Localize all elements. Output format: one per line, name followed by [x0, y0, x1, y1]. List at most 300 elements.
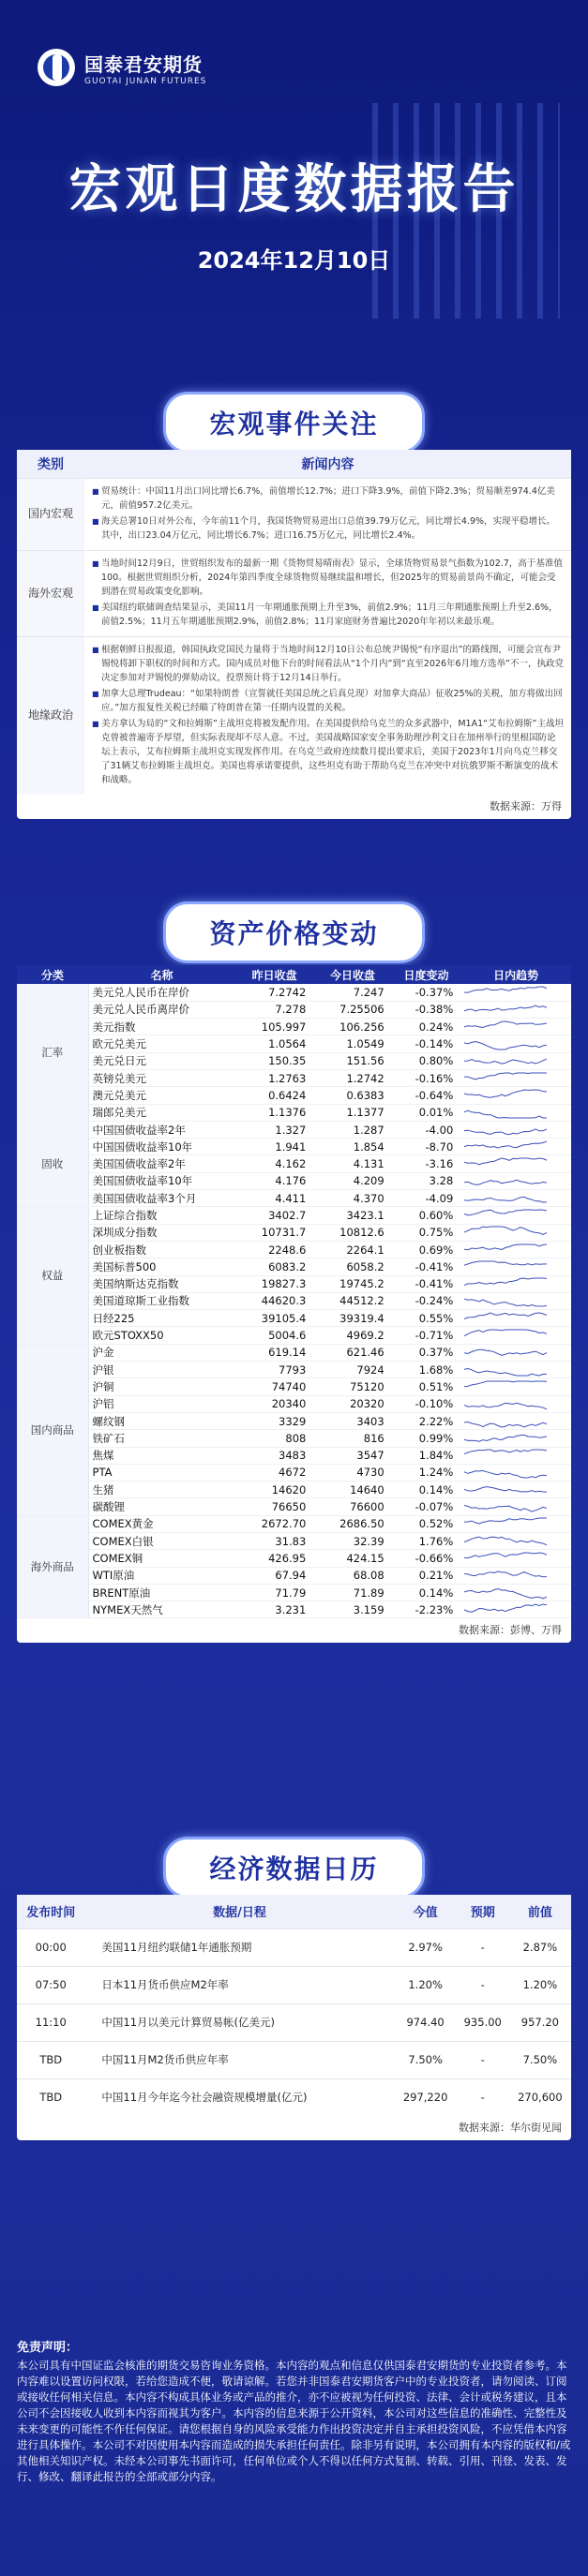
intraday-trend-sparkline — [460, 1139, 571, 1155]
asset-row — [17, 1104, 571, 1121]
macro-events-card — [17, 450, 571, 819]
econ-event: 中国11月M2货币供应年率 — [84, 2041, 394, 2078]
asset-daily-change: -0.24% — [392, 1292, 461, 1309]
data-source: 数据来源：彭博、万得 — [459, 1624, 562, 1637]
asset-prev-close: 1.0564 — [235, 1035, 313, 1052]
asset-today-close: 424.15 — [313, 1550, 391, 1567]
asset-name: 英镑兑美元 — [88, 1069, 235, 1086]
asset-prev-close: 1.2763 — [235, 1069, 313, 1086]
asset-name: 碳酸锂 — [88, 1498, 235, 1515]
asset-daily-change: -0.14% — [392, 1035, 461, 1052]
asset-prev-close: 2248.6 — [235, 1241, 313, 1258]
asset-daily-change: 0.75% — [392, 1224, 461, 1241]
data-source: 数据来源：华尔街见闻 — [459, 2122, 562, 2134]
brand-logo-icon — [38, 49, 75, 86]
intraday-trend-sparkline — [460, 1327, 571, 1344]
asset-prev-close: 4672 — [235, 1464, 313, 1481]
asset-today-close: 4.131 — [313, 1155, 391, 1172]
asset-group-label: 权益 — [17, 1207, 88, 1344]
asset-today-close: 7.247 — [313, 984, 391, 1001]
asset-row — [17, 1087, 571, 1104]
asset-daily-change: -3.16 — [392, 1155, 461, 1172]
news-category: 海外宏观 — [17, 550, 84, 636]
intraday-trend-sparkline — [460, 1550, 571, 1567]
news-item: ■ 贸易统计：中国11月出口同比增长6.7%，前值增长12.7%；进口下降3.9%，前值下降2.3%；贸易顺差974.4亿美元，前值957.2亿美元。 — [92, 484, 564, 513]
asset-prev-close: 10731.7 — [235, 1224, 313, 1241]
asset-row — [17, 1482, 571, 1498]
hero-banner — [0, 0, 588, 349]
intraday-trend-sparkline — [460, 1310, 571, 1327]
econ-actual: 1.20% — [395, 1966, 457, 2003]
asset-daily-change: 0.60% — [392, 1207, 461, 1224]
asset-prev-close: 3329 — [235, 1412, 313, 1429]
asset-row — [17, 1550, 571, 1567]
asset-daily-change: 1.68% — [392, 1362, 461, 1378]
asset-col-header: 昨日收盘 — [235, 965, 313, 984]
asset-name: 螺纹钢 — [88, 1412, 235, 1429]
asset-name: 沪铝 — [88, 1395, 235, 1412]
news-content — [84, 478, 571, 550]
asset-daily-change: -0.71% — [392, 1327, 461, 1344]
asset-daily-change: 0.14% — [392, 1584, 461, 1601]
asset-prev-close: 808 — [235, 1430, 313, 1447]
news-category: 国内宏观 — [17, 478, 84, 550]
asset-today-close: 7.25506 — [313, 1001, 391, 1018]
asset-prev-close: 619.14 — [235, 1344, 313, 1361]
news-content — [84, 636, 571, 795]
asset-row — [17, 984, 571, 1001]
asset-daily-change: 3.28 — [392, 1172, 461, 1189]
data-source: 数据来源：万得 — [490, 799, 562, 812]
asset-prev-close: 71.79 — [235, 1584, 313, 1601]
econ-actual: 2.97% — [395, 1928, 457, 1966]
asset-group-label: 固收 — [17, 1121, 88, 1206]
asset-prev-close: 4.162 — [235, 1155, 313, 1172]
asset-row — [17, 1395, 571, 1412]
asset-today-close: 3547 — [313, 1447, 391, 1464]
econ-time: 11:10 — [17, 2003, 84, 2041]
asset-today-close: 76600 — [313, 1498, 391, 1515]
asset-prev-close: 5004.6 — [235, 1327, 313, 1344]
intraday-trend-sparkline — [460, 1224, 571, 1241]
econ-actual: 7.50% — [395, 2041, 457, 2078]
asset-today-close: 2686.50 — [313, 1515, 391, 1532]
intraday-trend-sparkline — [460, 1584, 571, 1601]
econ-row — [17, 2003, 571, 2041]
asset-name: 生猪 — [88, 1482, 235, 1498]
asset-row — [17, 1430, 571, 1447]
brand-name-cn: 国泰君安期货 — [84, 52, 203, 76]
asset-row — [17, 1533, 571, 1550]
intraday-trend-sparkline — [460, 1190, 571, 1207]
asset-daily-change: -0.16% — [392, 1069, 461, 1086]
econ-col-header: 预期 — [457, 1895, 509, 1928]
news-row — [17, 550, 571, 636]
intraday-trend-sparkline — [460, 1567, 571, 1584]
asset-daily-change: -0.64% — [392, 1087, 461, 1104]
intraday-trend-sparkline — [460, 1362, 571, 1378]
brand-name-en: GUOTAI JUNAN FUTURES — [84, 76, 207, 86]
intraday-trend-sparkline — [460, 1035, 571, 1052]
asset-col-header: 日内趋势 — [460, 965, 571, 984]
asset-prev-close: 150.35 — [235, 1052, 313, 1069]
asset-daily-change: 0.99% — [392, 1430, 461, 1447]
asset-daily-change: 0.14% — [392, 1482, 461, 1498]
asset-daily-change: -0.10% — [392, 1395, 461, 1412]
section-header-asset-prices — [0, 901, 588, 963]
intraday-trend-sparkline — [460, 1019, 571, 1035]
report-title: 宏观日度数据报告 — [68, 159, 520, 220]
news-item: ■ 海关总署10日对外公布，今年前11个月，我国货物贸易进出口总值39.79万亿元，同比增长4.9%，实现平稳增长。其中，出口23.04万亿元，同比增长6.7%；进口16.75万亿元，同比增长2.4%。 — [92, 514, 564, 543]
asset-row — [17, 1069, 571, 1086]
asset-daily-change: 0.01% — [392, 1104, 461, 1121]
asset-name: 日经225 — [88, 1310, 235, 1327]
econ-previous: 7.50% — [509, 2041, 571, 2078]
asset-row — [17, 1584, 571, 1601]
asset-today-close: 1.1377 — [313, 1104, 391, 1121]
section-header-econ-calendar — [0, 1837, 588, 1898]
asset-daily-change: 1.84% — [392, 1447, 461, 1464]
asset-daily-change: 0.37% — [392, 1344, 461, 1361]
asset-daily-change: -0.07% — [392, 1498, 461, 1515]
asset-name: 美元兑人民币离岸价 — [88, 1001, 235, 1018]
econ-time: 00:00 — [17, 1928, 84, 1966]
asset-name: 沪银 — [88, 1362, 235, 1378]
news-row — [17, 636, 571, 795]
asset-daily-change: 0.80% — [392, 1052, 461, 1069]
asset-today-close: 75120 — [313, 1378, 391, 1395]
section-title: 宏观事件关注 — [163, 392, 424, 454]
intraday-trend-sparkline — [460, 1482, 571, 1498]
intraday-trend-sparkline — [460, 1087, 571, 1104]
asset-name: 美元兑日元 — [88, 1052, 235, 1069]
asset-row — [17, 1310, 571, 1327]
asset-name: COMEX黄金 — [88, 1515, 235, 1532]
econ-row — [17, 1928, 571, 1966]
asset-prev-close: 76650 — [235, 1498, 313, 1515]
asset-name: 欧元STOXX50 — [88, 1327, 235, 1344]
econ-col-header: 今值 — [395, 1895, 457, 1928]
asset-prev-close: 7.2742 — [235, 984, 313, 1001]
asset-today-close: 68.08 — [313, 1567, 391, 1584]
asset-prev-close: 4.411 — [235, 1190, 313, 1207]
asset-today-close: 621.46 — [313, 1344, 391, 1361]
asset-row — [17, 1447, 571, 1464]
asset-name: WTI原油 — [88, 1567, 235, 1584]
intraday-trend-sparkline — [460, 1052, 571, 1069]
econ-time: 07:50 — [17, 1966, 84, 2003]
asset-today-close: 1.0549 — [313, 1035, 391, 1052]
econ-forecast: - — [457, 1928, 509, 1966]
asset-name: 瑞郎兑美元 — [88, 1104, 235, 1121]
asset-daily-change: -2.23% — [392, 1601, 461, 1618]
asset-prev-close: 7793 — [235, 1362, 313, 1378]
asset-today-close: 1.2742 — [313, 1069, 391, 1086]
asset-name: 美国国债收益率2年 — [88, 1155, 235, 1172]
econ-col-header: 前值 — [509, 1895, 571, 1928]
asset-row — [17, 1362, 571, 1378]
asset-name: 美元指数 — [88, 1019, 235, 1035]
econ-event: 中国11月今年迄今社会融资规模增量(亿元) — [84, 2078, 394, 2116]
asset-daily-change: 1.24% — [392, 1464, 461, 1481]
asset-prev-close: 14620 — [235, 1482, 313, 1498]
asset-prev-close: 7.278 — [235, 1001, 313, 1018]
intraday-trend-sparkline — [460, 1258, 571, 1275]
econ-calendar-table — [17, 1895, 571, 2116]
asset-daily-change: 0.51% — [392, 1378, 461, 1395]
section-header-macro-events — [0, 392, 588, 454]
asset-today-close: 71.89 — [313, 1584, 391, 1601]
asset-today-close: 44512.2 — [313, 1292, 391, 1309]
asset-name: BRENT原油 — [88, 1584, 235, 1601]
asset-row — [17, 1515, 571, 1532]
disclaimer — [17, 2340, 571, 2485]
asset-group-label: 汇率 — [17, 984, 88, 1121]
asset-prev-close: 1.1376 — [235, 1104, 313, 1121]
econ-previous: 270,600 — [509, 2078, 571, 2116]
asset-name: 创业板指数 — [88, 1241, 235, 1258]
asset-today-close: 1.854 — [313, 1139, 391, 1155]
asset-row — [17, 1155, 571, 1172]
asset-today-close: 3.159 — [313, 1601, 391, 1618]
asset-name: 美国标普500 — [88, 1258, 235, 1275]
asset-today-close: 2264.1 — [313, 1241, 391, 1258]
col-category: 类别 — [17, 450, 84, 478]
asset-row — [17, 1275, 571, 1292]
asset-row — [17, 1567, 571, 1584]
asset-prev-close: 44620.3 — [235, 1292, 313, 1309]
asset-prices-table — [17, 965, 571, 1618]
brand-logo — [38, 49, 206, 86]
asset-daily-change: -0.41% — [392, 1258, 461, 1275]
asset-daily-change: 0.69% — [392, 1241, 461, 1258]
asset-today-close: 106.256 — [313, 1019, 391, 1035]
asset-today-close: 14640 — [313, 1482, 391, 1498]
asset-prev-close: 1.327 — [235, 1121, 313, 1138]
asset-daily-change: -0.37% — [392, 984, 461, 1001]
intraday-trend-sparkline — [460, 1515, 571, 1532]
econ-calendar-card — [17, 1895, 571, 2140]
asset-today-close: 151.56 — [313, 1052, 391, 1069]
asset-name: 上证综合指数 — [88, 1207, 235, 1224]
disclaimer-title: 免责声明： — [17, 2341, 79, 2355]
news-item: ■ 美国纽约联储调查结果显示，美国11月一年期通胀预期上升至3%，前值2.9%；11月三年期通胀预期上升至2.6%，前值2.5%；11月五年期通胀预期2.9%，前值2.8%；11月家庭财务普遍比2020年年初以来最乐观。 — [92, 601, 564, 629]
asset-name: 美元兑人民币在岸价 — [88, 984, 235, 1001]
intraday-trend-sparkline — [460, 1155, 571, 1172]
asset-today-close: 32.39 — [313, 1533, 391, 1550]
asset-name: COMEX铜 — [88, 1550, 235, 1567]
asset-group-label: 海外商品 — [17, 1515, 88, 1618]
econ-event: 美国11月纽约联储1年通胀预期 — [84, 1928, 394, 1966]
intraday-trend-sparkline — [460, 1241, 571, 1258]
asset-today-close: 7924 — [313, 1362, 391, 1378]
asset-daily-change: -0.66% — [392, 1550, 461, 1567]
asset-name: 深圳成分指数 — [88, 1224, 235, 1241]
asset-col-header: 日度变动 — [392, 965, 461, 984]
asset-name: 美国国债收益率10年 — [88, 1172, 235, 1189]
asset-name: 美国纳斯达克指数 — [88, 1275, 235, 1292]
asset-prev-close: 39105.4 — [235, 1310, 313, 1327]
asset-row — [17, 1258, 571, 1275]
intraday-trend-sparkline — [460, 1275, 571, 1292]
asset-daily-change: 1.76% — [392, 1533, 461, 1550]
asset-name: NYMEX天然气 — [88, 1601, 235, 1618]
news-item: ■ 加拿大总理Trudeau：“如果特朗普（宣誓就任美国总统之后真兑现）对加拿大商品）征收25%的关税，加方将做出回应。”加方报复性关税已经瞄了特朗普在第一任期内设置的关税。 — [92, 687, 564, 715]
asset-daily-change: 0.21% — [392, 1567, 461, 1584]
asset-daily-change: -8.70 — [392, 1139, 461, 1155]
news-content — [84, 550, 571, 636]
econ-event: 中国11月以美元计算贸易帐(亿美元) — [84, 2003, 394, 2041]
econ-col-header: 发布时间 — [17, 1895, 84, 1928]
asset-prev-close: 426.95 — [235, 1550, 313, 1567]
asset-row — [17, 1344, 571, 1361]
econ-forecast: - — [457, 2078, 509, 2116]
asset-today-close: 19745.2 — [313, 1275, 391, 1292]
asset-daily-change: 0.55% — [392, 1310, 461, 1327]
asset-prev-close: 0.6424 — [235, 1087, 313, 1104]
asset-row — [17, 1190, 571, 1207]
econ-time: TBD — [17, 2041, 84, 2078]
asset-row — [17, 1464, 571, 1481]
asset-today-close: 1.287 — [313, 1121, 391, 1138]
intraday-trend-sparkline — [460, 1344, 571, 1361]
asset-today-close: 20320 — [313, 1395, 391, 1412]
asset-name: 美国国债收益率3个月 — [88, 1190, 235, 1207]
asset-daily-change: -4.09 — [392, 1190, 461, 1207]
asset-daily-change: -4.00 — [392, 1121, 461, 1138]
asset-prev-close: 74740 — [235, 1378, 313, 1395]
asset-row — [17, 1498, 571, 1515]
news-row — [17, 478, 571, 550]
econ-row — [17, 2078, 571, 2116]
intraday-trend-sparkline — [460, 1001, 571, 1018]
econ-previous: 957.20 — [509, 2003, 571, 2041]
econ-row — [17, 1966, 571, 2003]
asset-today-close: 4.209 — [313, 1172, 391, 1189]
asset-prices-card — [17, 965, 571, 1643]
section-title: 资产价格变动 — [163, 901, 424, 963]
asset-today-close: 6058.2 — [313, 1258, 391, 1275]
asset-prev-close: 19827.3 — [235, 1275, 313, 1292]
asset-prev-close: 20340 — [235, 1395, 313, 1412]
intraday-trend-sparkline — [460, 1172, 571, 1189]
econ-row — [17, 2041, 571, 2078]
asset-name: 焦煤 — [88, 1447, 235, 1464]
intraday-trend-sparkline — [460, 1412, 571, 1429]
asset-today-close: 39319.4 — [313, 1310, 391, 1327]
asset-row — [17, 1241, 571, 1258]
intraday-trend-sparkline — [460, 1069, 571, 1086]
intraday-trend-sparkline — [460, 984, 571, 1001]
intraday-trend-sparkline — [460, 1121, 571, 1138]
asset-prev-close: 3483 — [235, 1447, 313, 1464]
intraday-trend-sparkline — [460, 1601, 571, 1618]
asset-prev-close: 2672.70 — [235, 1515, 313, 1532]
intraday-trend-sparkline — [460, 1533, 571, 1550]
intraday-trend-sparkline — [460, 1464, 571, 1481]
econ-previous: 1.20% — [509, 1966, 571, 2003]
news-category: 地缘政治 — [17, 636, 84, 795]
asset-row — [17, 1121, 571, 1138]
asset-row — [17, 1139, 571, 1155]
asset-daily-change: 0.24% — [392, 1019, 461, 1035]
asset-today-close: 4969.2 — [313, 1327, 391, 1344]
asset-name: 澳元兑美元 — [88, 1087, 235, 1104]
asset-name: 铁矿石 — [88, 1430, 235, 1447]
asset-today-close: 0.6383 — [313, 1087, 391, 1104]
asset-prev-close: 3.231 — [235, 1601, 313, 1618]
asset-today-close: 816 — [313, 1430, 391, 1447]
econ-actual: 297,220 — [395, 2078, 457, 2116]
asset-name: 美国道琼斯工业指数 — [88, 1292, 235, 1309]
asset-prev-close: 3402.7 — [235, 1207, 313, 1224]
macro-events-table — [17, 450, 571, 795]
econ-time: TBD — [17, 2078, 84, 2116]
asset-row — [17, 1035, 571, 1052]
asset-today-close: 3403 — [313, 1412, 391, 1429]
asset-daily-change: -0.38% — [392, 1001, 461, 1018]
asset-col-header: 名称 — [88, 965, 235, 984]
asset-row — [17, 1601, 571, 1618]
news-item: ■ 当地时间12月9日，世贸组织发布的最新一期《货物贸易晴雨表》显示，全球货物贸易景气指数为102.7，高于基准值100。根据世贸组织分析，2024年第四季度全球货物贸易继续温和增长，但2025年的贸易前景尚不确定，可能会受到潜在贸易政策变化影响。 — [92, 557, 564, 599]
intraday-trend-sparkline — [460, 1292, 571, 1309]
econ-forecast: - — [457, 2041, 509, 2078]
intraday-trend-sparkline — [460, 1498, 571, 1515]
news-item: ■ 根据朝鲜日报报道，韩国执政党国民力量将于当地时间12月10日公布总统尹锡悦“有序退出”的路线图，可能会宣布尹锡悦将卸下职权的时间和方式。国内成员对他下台的时间看法从“1个月内”到“直至2026年6月地方选举”不一，执政党决定参加对尹锡悦的弹劾动议，投票预计将于12月14日举行。 — [92, 643, 564, 685]
asset-row — [17, 1172, 571, 1189]
asset-daily-change: 2.22% — [392, 1412, 461, 1429]
asset-today-close: 4730 — [313, 1464, 391, 1481]
asset-today-close: 10812.6 — [313, 1224, 391, 1241]
disclaimer-text: 本公司具有中国证监会核准的期货交易咨询业务资格。本内容的观点和信息仅供国泰君安期货的专业投资者参考。本内容难以设置访问权限，若给您造成不便，敬请谅解。若您并非国泰君安期货客户中的专业投资者，请勿阅读、订阅或接收任何相关信息。本内容不构成具体业务或产品的推介，亦不应被视为任何投资、法律、会计或税务建议，且本公司不会因接收人收到本内容而视其为客户。本内容的信息来源于公开资料，本公司对这些信息的准确性、完整性及未来变更的可能性不作任何保证。请您根据自身的风险承受能力作出投资决定并自主承担投资风险，不应凭借本内容进行具体操作。本公司不对因使用本内容而造成的损失承担任何责任。除非另有说明，本公司拥有本内容的版权和/或其他相关知识产权。未经本公司事先书面许可，任何单位或个人不得以任何方式复制、转载、引用、刊登、发表、发行、修改、翻译此报告的全部或部分内容。 — [17, 2359, 571, 2483]
asset-group-label: 国内商品 — [17, 1344, 88, 1515]
intraday-trend-sparkline — [460, 1447, 571, 1464]
asset-col-header: 分类 — [17, 965, 88, 984]
report-date: 2024年12月10日 — [197, 247, 391, 274]
asset-row — [17, 1207, 571, 1224]
intraday-trend-sparkline — [460, 1104, 571, 1121]
asset-row — [17, 1052, 571, 1069]
intraday-trend-sparkline — [460, 1207, 571, 1224]
asset-daily-change: -0.41% — [392, 1275, 461, 1292]
section-title: 经济数据日历 — [163, 1837, 424, 1898]
asset-row — [17, 1292, 571, 1309]
intraday-trend-sparkline — [460, 1430, 571, 1447]
asset-today-close: 3423.1 — [313, 1207, 391, 1224]
col-news: 新闻内容 — [84, 450, 571, 478]
asset-name: 欧元兑美元 — [88, 1035, 235, 1052]
asset-name: 沪金 — [88, 1344, 235, 1361]
asset-name: PTA — [88, 1464, 235, 1481]
asset-today-close: 4.370 — [313, 1190, 391, 1207]
asset-name: 中国国债收益率10年 — [88, 1139, 235, 1155]
econ-col-header: 数据/日程 — [84, 1895, 394, 1928]
asset-name: 中国国债收益率2年 — [88, 1121, 235, 1138]
intraday-trend-sparkline — [460, 1378, 571, 1395]
econ-event: 日本11月货币供应M2年率 — [84, 1966, 394, 2003]
asset-name: 沪铜 — [88, 1378, 235, 1395]
asset-prev-close: 105.997 — [235, 1019, 313, 1035]
asset-prev-close: 6083.2 — [235, 1258, 313, 1275]
asset-row — [17, 1378, 571, 1395]
asset-row — [17, 1019, 571, 1035]
asset-prev-close: 31.83 — [235, 1533, 313, 1550]
asset-daily-change: 0.52% — [392, 1515, 461, 1532]
asset-col-header: 今日收盘 — [313, 965, 391, 984]
econ-forecast: - — [457, 1966, 509, 2003]
asset-row — [17, 1412, 571, 1429]
econ-actual: 974.40 — [395, 2003, 457, 2041]
